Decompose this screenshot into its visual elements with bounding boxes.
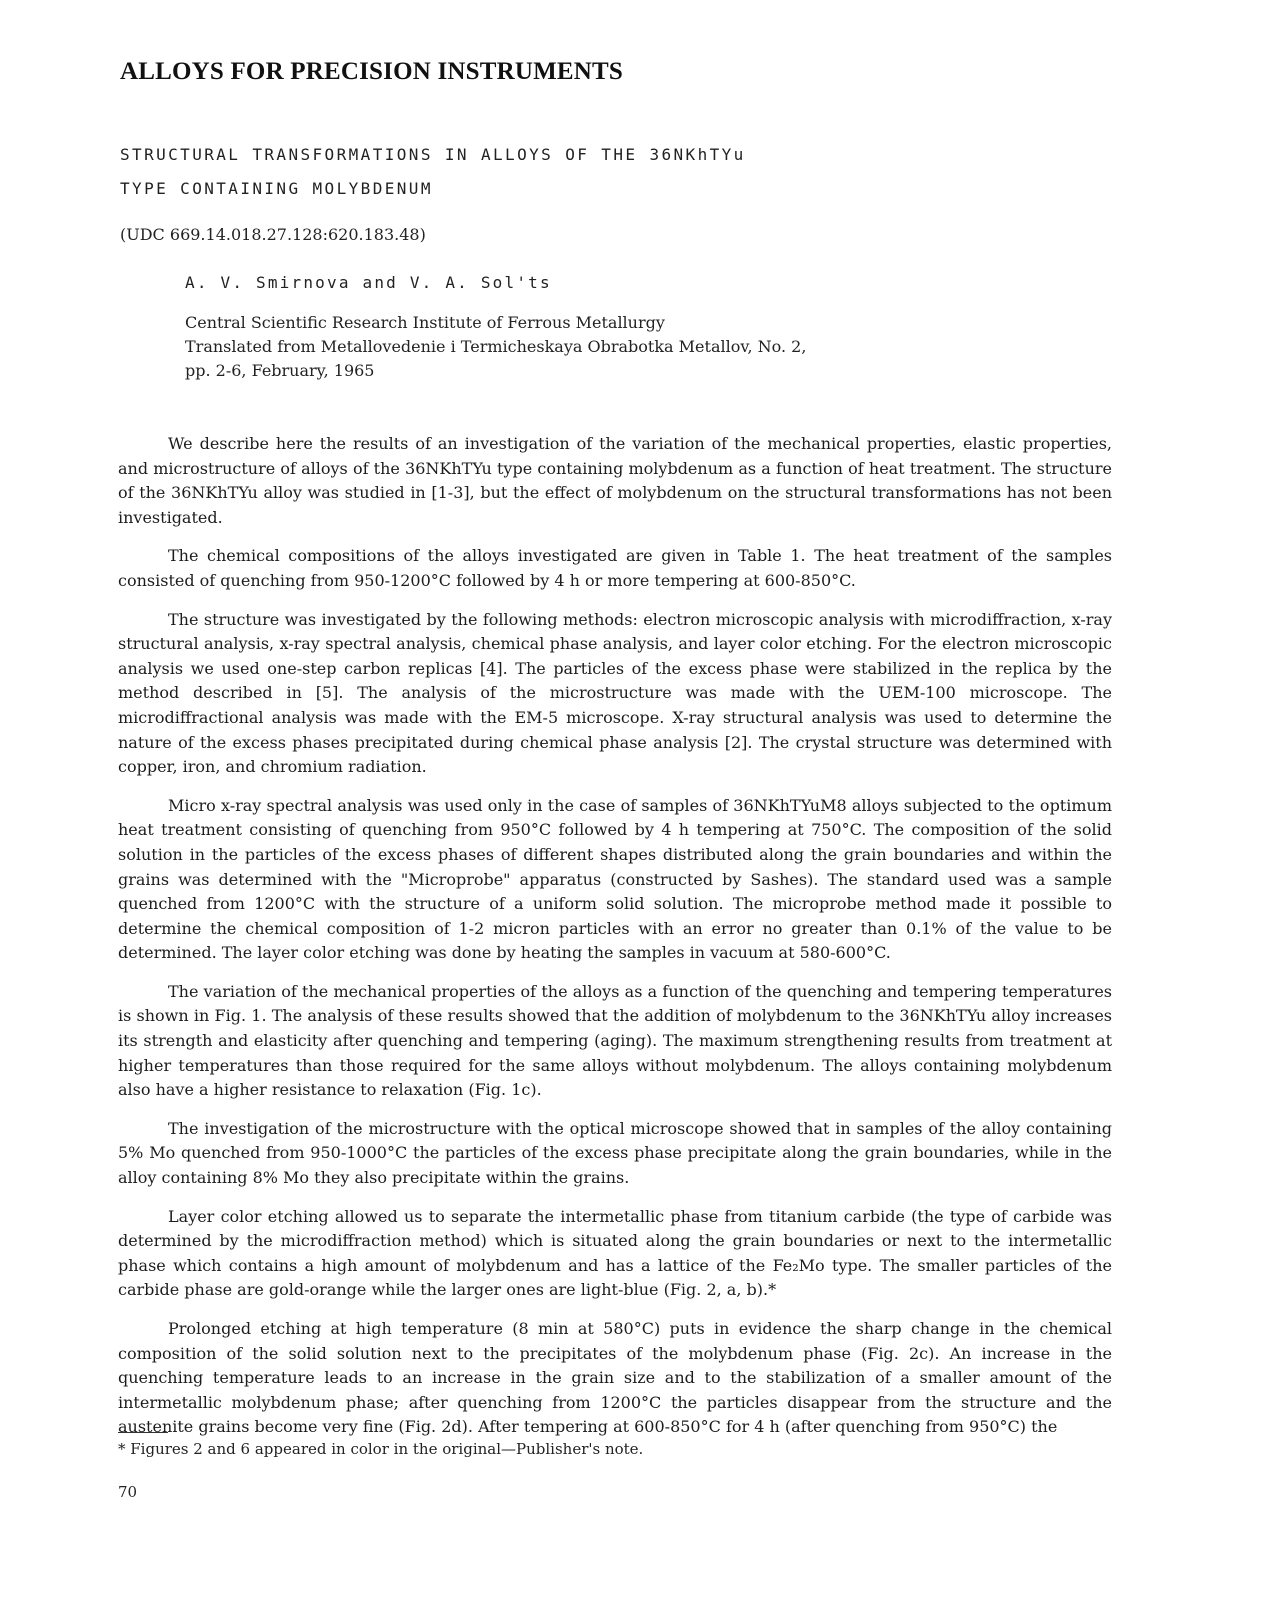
footnote-divider	[118, 1432, 168, 1433]
translated-from: Translated from Metallovedenie i Termicheskaya Obrabotka Metallov, No. 2,	[185, 337, 807, 356]
authors: A. V. Smirnova and V. A. Sol'ts	[185, 273, 552, 292]
pages-date: pp. 2-6, February, 1965	[185, 361, 375, 380]
paragraph: The investigation of the microstructure with the optical microscope showed that in samples of the alloy containing 5% Mo quenched from 950-1000°C the particles of the excess phase precipitate along the grain boundaries, while in the alloy containing 8% Mo they also precipitate within the grains.	[118, 1118, 1112, 1188]
paragraph: Prolonged etching at high temperature (8 min at 580°C) puts in evidence the sharp change in the chemical composition of the solid solution next to the precipitates of the molybdenum phase (Fig. 2c). An increase in the quenching temperature leads to an increase in the grain size and to the stabilization of a smaller amount of the intermetallic molybdenum phase; after quenching from 1200°C the particles disappear from the structure and the austenite grains become very fine (Fig. 2d). After tempering at 600-850°C for 4 h (after quenching from 950°C) the	[118, 1319, 1112, 1437]
footnote: * Figures 2 and 6 appeared in color in the original—Publisher's note.	[118, 1440, 644, 1458]
article-title-line-1: STRUCTURAL TRANSFORMATIONS IN ALLOYS OF THE 36NKhTYu	[120, 145, 746, 164]
paragraph: Micro x-ray spectral analysis was used only in the case of samples of 36NKhTYuM8 alloys subjected to the optimum heat treatment consisting of quenching from 950°C followed by 4 h tempering at 750°C. The composition of the solid solution in the particles of the excess phases of different shapes distributed along the grain boundaries and within the grains was determined with the "Microprobe" apparatus (constructed by Sashes). The standard used was a sample quenched from 1200°C with the structure of a uniform solid solution. The microprobe method made it possible to determine the chemical composition of 1-2 micron particles with an error no greater than 0.1% of the value to be determined. The layer color etching was done by heating the samples in vacuum at 580-600°C.	[118, 795, 1112, 963]
paragraph: The structure was investigated by the following methods: electron microscopic analysis with microdiffraction, x-ray structural analysis, x-ray spectral analysis, chemical phase analysis, and layer color etching. For the electron microscopic analysis we used one-step carbon replicas [4]. The particles of the excess phase were stabilized in the replica by the method described in [5]. The analysis of the microstructure was made with the UEM-100 microscope. The microdiffractional analysis was made with the EM-5 microscope. X-ray structural analysis was used to determine the nature of the excess phases precipitated during chemical phase analysis [2]. The crystal structure was determined with copper, iron, and chromium radiation.	[118, 609, 1112, 777]
article-title	[120, 138, 746, 206]
affiliation-block	[185, 311, 806, 383]
article-title-line-2: TYPE CONTAINING MOLYBDENUM	[120, 179, 433, 198]
udc-code: (UDC 669.14.018.27.128:620.183.48)	[120, 225, 426, 244]
paragraph: The variation of the mechanical properties of the alloys as a function of the quenching and tempering temperatures is shown in Fig. 1. The analysis of these results showed that the addition of molybdenum to the 36NKhTYu alloy increases its strength and elasticity after quenching and tempering (aging). The maximum strengthening results from treatment at higher temperatures than those required for the same alloys without molybdenum. The alloys containing molybdenum also have a higher resistance to relaxation (Fig. 1c).	[118, 981, 1112, 1100]
paragraph: We describe here the results of an investigation of the variation of the mechanical properties, elastic properties, and microstructure of alloys of the 36NKhTYu type containing molybdenum as a function of heat treatment. The structure of the 36NKhTYu alloy was studied in [1-3], but the effect of molybdenum on the structural transformations has not been investigated.	[118, 434, 1112, 527]
paragraph: The chemical compositions of the alloys investigated are given in Table 1. The heat treatment of the samples consisted of quenching from 950-1200°C followed by 4 h or more tempering at 600-850°C.	[118, 546, 1112, 590]
page-number: 70	[118, 1483, 138, 1501]
article-body	[118, 432, 1112, 1454]
paragraph: Layer color etching allowed us to separate the intermetallic phase from titanium carbide (the type of carbide was determined by the microdiffraction method) which is situated along the grain boundaries or next to the intermetallic phase which contains a high amount of molybdenum and has a lattice of the Fe₂Mo type. The smaller particles of the carbide phase are gold-orange while the larger ones are light-blue (Fig. 2, a, b).*	[118, 1206, 1112, 1300]
section-title: ALLOYS FOR PRECISION INSTRUMENTS	[120, 58, 624, 85]
affiliation: Central Scientific Research Institute of Ferrous Metallurgy	[185, 313, 665, 332]
